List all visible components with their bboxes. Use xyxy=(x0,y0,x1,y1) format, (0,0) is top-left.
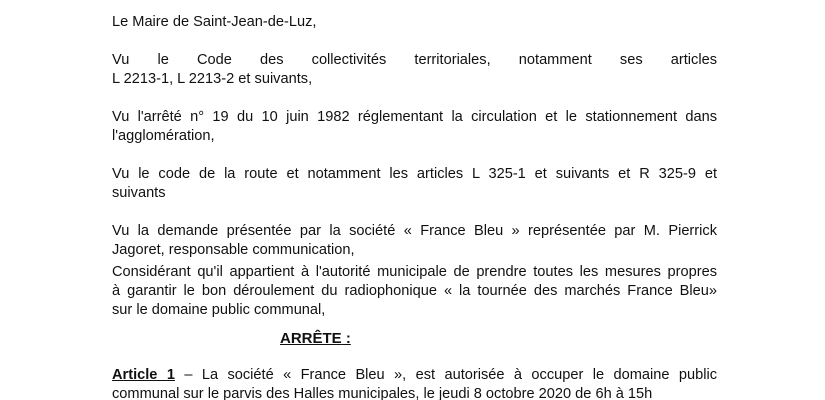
paragraph-line: sur le domaine public communal, xyxy=(112,302,326,318)
paragraph-demande xyxy=(112,222,717,260)
paragraph-line: suivants xyxy=(112,185,166,201)
opening-line xyxy=(112,13,717,32)
arrete-heading-colon: : xyxy=(341,330,351,347)
opening-text: Le Maire de Saint-Jean-de-Luz, xyxy=(112,14,317,30)
paragraph-line: à garantir le bon déroulement du radiophonique « la tournée des marchés France Bleu» xyxy=(112,283,717,299)
article-1-line xyxy=(112,366,717,385)
paragraph-considerant xyxy=(112,263,717,320)
article-1-label: Article 1 xyxy=(112,367,175,383)
article-1-text: – La société « France Bleu », est autorisée à occuper le domaine public xyxy=(174,367,717,383)
arrete-heading-text: ARRÊTE xyxy=(280,330,342,347)
article-1 xyxy=(112,366,717,400)
paragraph-line: Vu la demande présentée par la société « France Bleu » représentée par M. Pierrick xyxy=(112,223,717,239)
paragraph-line: L 2213-1, L 2213-2 et suivants, xyxy=(112,71,313,87)
article-1-line: communal sur le parvis des Halles municipales, le jeudi 8 octobre 2020 de 6h à 15h xyxy=(112,386,653,400)
paragraph-line: Vu le code de la route et notamment les articles L 325-1 et suivants et R 325-9 et xyxy=(112,166,717,182)
paragraph-code-collectivites xyxy=(112,51,717,89)
paragraph-arrete-1982 xyxy=(112,108,717,146)
paragraph-line: Vu l'arrêté n° 19 du 10 juin 1982 réglementant la circulation et le stationnement dans xyxy=(112,109,717,125)
paragraph-code-route xyxy=(112,165,717,203)
paragraph-line: Vu le Code des collectivités territoriales, notamment ses articles xyxy=(112,52,717,68)
paragraph-line: Jagoret, responsable communication, xyxy=(112,242,355,258)
paragraph-line: l'agglomération, xyxy=(112,128,215,144)
paragraph-line: Considérant qu'il appartient à l'autorité municipale de prendre toutes les mesures propres xyxy=(112,264,717,280)
arrete-heading xyxy=(280,330,351,347)
